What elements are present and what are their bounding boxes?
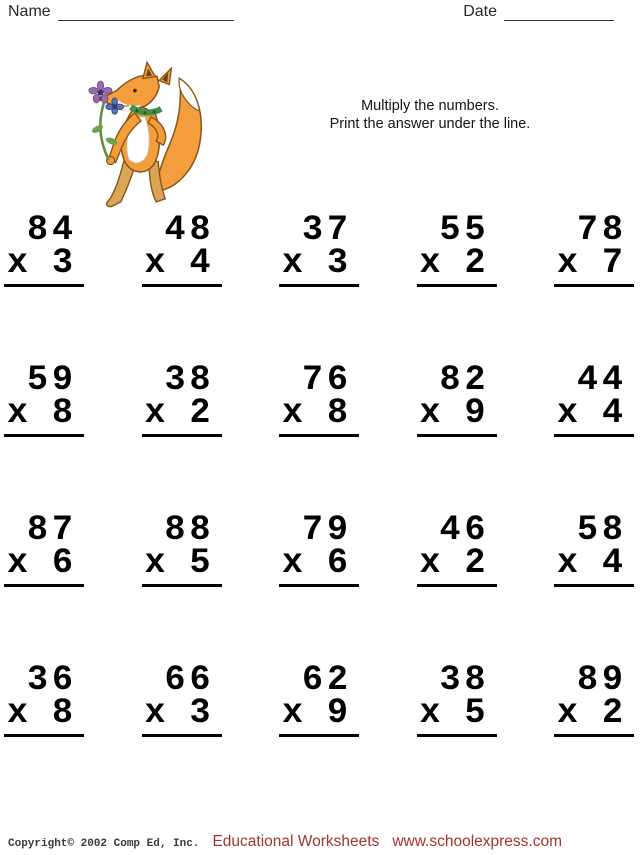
answer-line — [142, 434, 222, 437]
problems-row-4 — [0, 660, 640, 737]
instruction-line-1: Multiply the numbers. — [361, 98, 499, 114]
answer-line — [279, 434, 359, 437]
answer-line — [554, 434, 634, 437]
multiplication-problem — [4, 210, 84, 287]
date-blank-line — [504, 5, 614, 21]
multiplicand: 58 — [576, 510, 627, 550]
multiply-operator: x — [282, 543, 308, 583]
brand-text: Educational Worksheets — [212, 833, 380, 850]
multiplier: 5 — [189, 543, 215, 583]
name-blank-line — [58, 5, 234, 21]
multiply-operator: x — [557, 393, 583, 433]
multiplicand: 37 — [301, 210, 352, 250]
multiplication-problem — [417, 360, 497, 437]
instructions — [240, 97, 620, 133]
multiply-operator: x — [7, 693, 33, 733]
answer-line — [417, 734, 497, 737]
multiplier: 9 — [326, 693, 352, 733]
multiply-operator: x — [419, 693, 445, 733]
multiplier: 2 — [464, 543, 490, 583]
multiplicand: 82 — [439, 360, 490, 400]
multiplication-problem — [142, 360, 222, 437]
multiplication-problem — [279, 210, 359, 287]
multiplier: 4 — [601, 393, 627, 433]
multiplicand: 48 — [164, 210, 215, 250]
multiplicand: 89 — [576, 660, 627, 700]
answer-line — [142, 284, 222, 287]
multiplier: 3 — [326, 243, 352, 283]
name-label: Name — [8, 3, 51, 20]
answer-line — [4, 434, 84, 437]
answer-line — [417, 284, 497, 287]
multiplication-problem — [142, 510, 222, 587]
answer-line — [4, 584, 84, 587]
multiplier: 7 — [601, 243, 627, 283]
multiply-operator: x — [144, 243, 170, 283]
multiplication-problem — [554, 510, 634, 587]
problems-row-3 — [0, 510, 640, 587]
multiplicand: 79 — [301, 510, 352, 550]
name-field — [8, 3, 234, 21]
answer-line — [279, 584, 359, 587]
answer-line — [417, 434, 497, 437]
multiplication-problem — [279, 360, 359, 437]
multiplicand: 78 — [576, 210, 627, 250]
multiplier: 9 — [464, 393, 490, 433]
multiply-operator: x — [144, 693, 170, 733]
answer-line — [142, 734, 222, 737]
multiplication-problem — [279, 660, 359, 737]
multiply-operator: x — [557, 693, 583, 733]
multiplicand: 38 — [164, 360, 215, 400]
multiplicand: 55 — [439, 210, 490, 250]
multiplier: 2 — [189, 393, 215, 433]
fox-illustration — [58, 40, 230, 212]
multiplier: 6 — [326, 543, 352, 583]
date-label: Date — [463, 3, 497, 20]
multiply-operator: x — [282, 243, 308, 283]
multiplication-problem — [417, 510, 497, 587]
multiplicand: 87 — [26, 510, 77, 550]
multiply-operator: x — [419, 393, 445, 433]
date-field — [463, 3, 614, 21]
multiplication-problem — [417, 210, 497, 287]
worksheet-header — [0, 0, 640, 21]
multiplicand: 44 — [576, 360, 627, 400]
multiplicand: 84 — [26, 210, 77, 250]
multiplier: 2 — [464, 243, 490, 283]
multiplier: 3 — [189, 693, 215, 733]
problems-row-2 — [0, 360, 640, 437]
multiplication-problem — [417, 660, 497, 737]
multiply-operator: x — [7, 393, 33, 433]
multiplication-problem — [554, 210, 634, 287]
multiplier: 4 — [601, 543, 627, 583]
multiplicand: 59 — [26, 360, 77, 400]
answer-line — [4, 284, 84, 287]
multiplier: 8 — [51, 393, 77, 433]
answer-line — [4, 734, 84, 737]
worksheet-footer — [8, 833, 562, 851]
multiplicand: 38 — [439, 660, 490, 700]
multiplier: 6 — [51, 543, 77, 583]
multiply-operator: x — [144, 393, 170, 433]
multiplication-problem — [142, 660, 222, 737]
multiplier: 2 — [601, 693, 627, 733]
answer-line — [417, 584, 497, 587]
multiplicand: 62 — [301, 660, 352, 700]
multiplication-problem — [554, 360, 634, 437]
multiplicand: 46 — [439, 510, 490, 550]
multiplication-problem — [4, 360, 84, 437]
problems-row-1 — [0, 210, 640, 287]
multiplier: 4 — [189, 243, 215, 283]
answer-line — [554, 734, 634, 737]
multiplicand: 88 — [164, 510, 215, 550]
answer-line — [279, 734, 359, 737]
multiplication-problem — [554, 660, 634, 737]
multiply-operator: x — [557, 243, 583, 283]
answer-line — [554, 584, 634, 587]
multiply-operator: x — [557, 543, 583, 583]
multiplication-problem — [4, 660, 84, 737]
multiply-operator: x — [419, 243, 445, 283]
multiplicand: 76 — [301, 360, 352, 400]
multiply-operator: x — [7, 243, 33, 283]
instruction-line-2: Print the answer under the line. — [329, 116, 531, 132]
multiply-operator: x — [282, 693, 308, 733]
multiplier: 8 — [51, 693, 77, 733]
multiplier: 3 — [51, 243, 77, 283]
multiplication-problem — [279, 510, 359, 587]
multiplication-problem — [4, 510, 84, 587]
multiplicand: 36 — [26, 660, 77, 700]
answer-line — [279, 284, 359, 287]
answer-line — [554, 284, 634, 287]
multiply-operator: x — [282, 393, 308, 433]
answer-line — [142, 584, 222, 587]
problems-grid — [0, 210, 640, 814]
multiplier: 5 — [464, 693, 490, 733]
multiplicand: 66 — [164, 660, 215, 700]
multiply-operator: x — [7, 543, 33, 583]
multiply-operator: x — [419, 543, 445, 583]
multiplier: 8 — [326, 393, 352, 433]
multiplication-problem — [142, 210, 222, 287]
multiply-operator: x — [144, 543, 170, 583]
website-link[interactable]: www.schoolexpress.com — [392, 833, 563, 850]
copyright-text: Copyright© 2002 Comp Ed, Inc. — [8, 838, 200, 850]
